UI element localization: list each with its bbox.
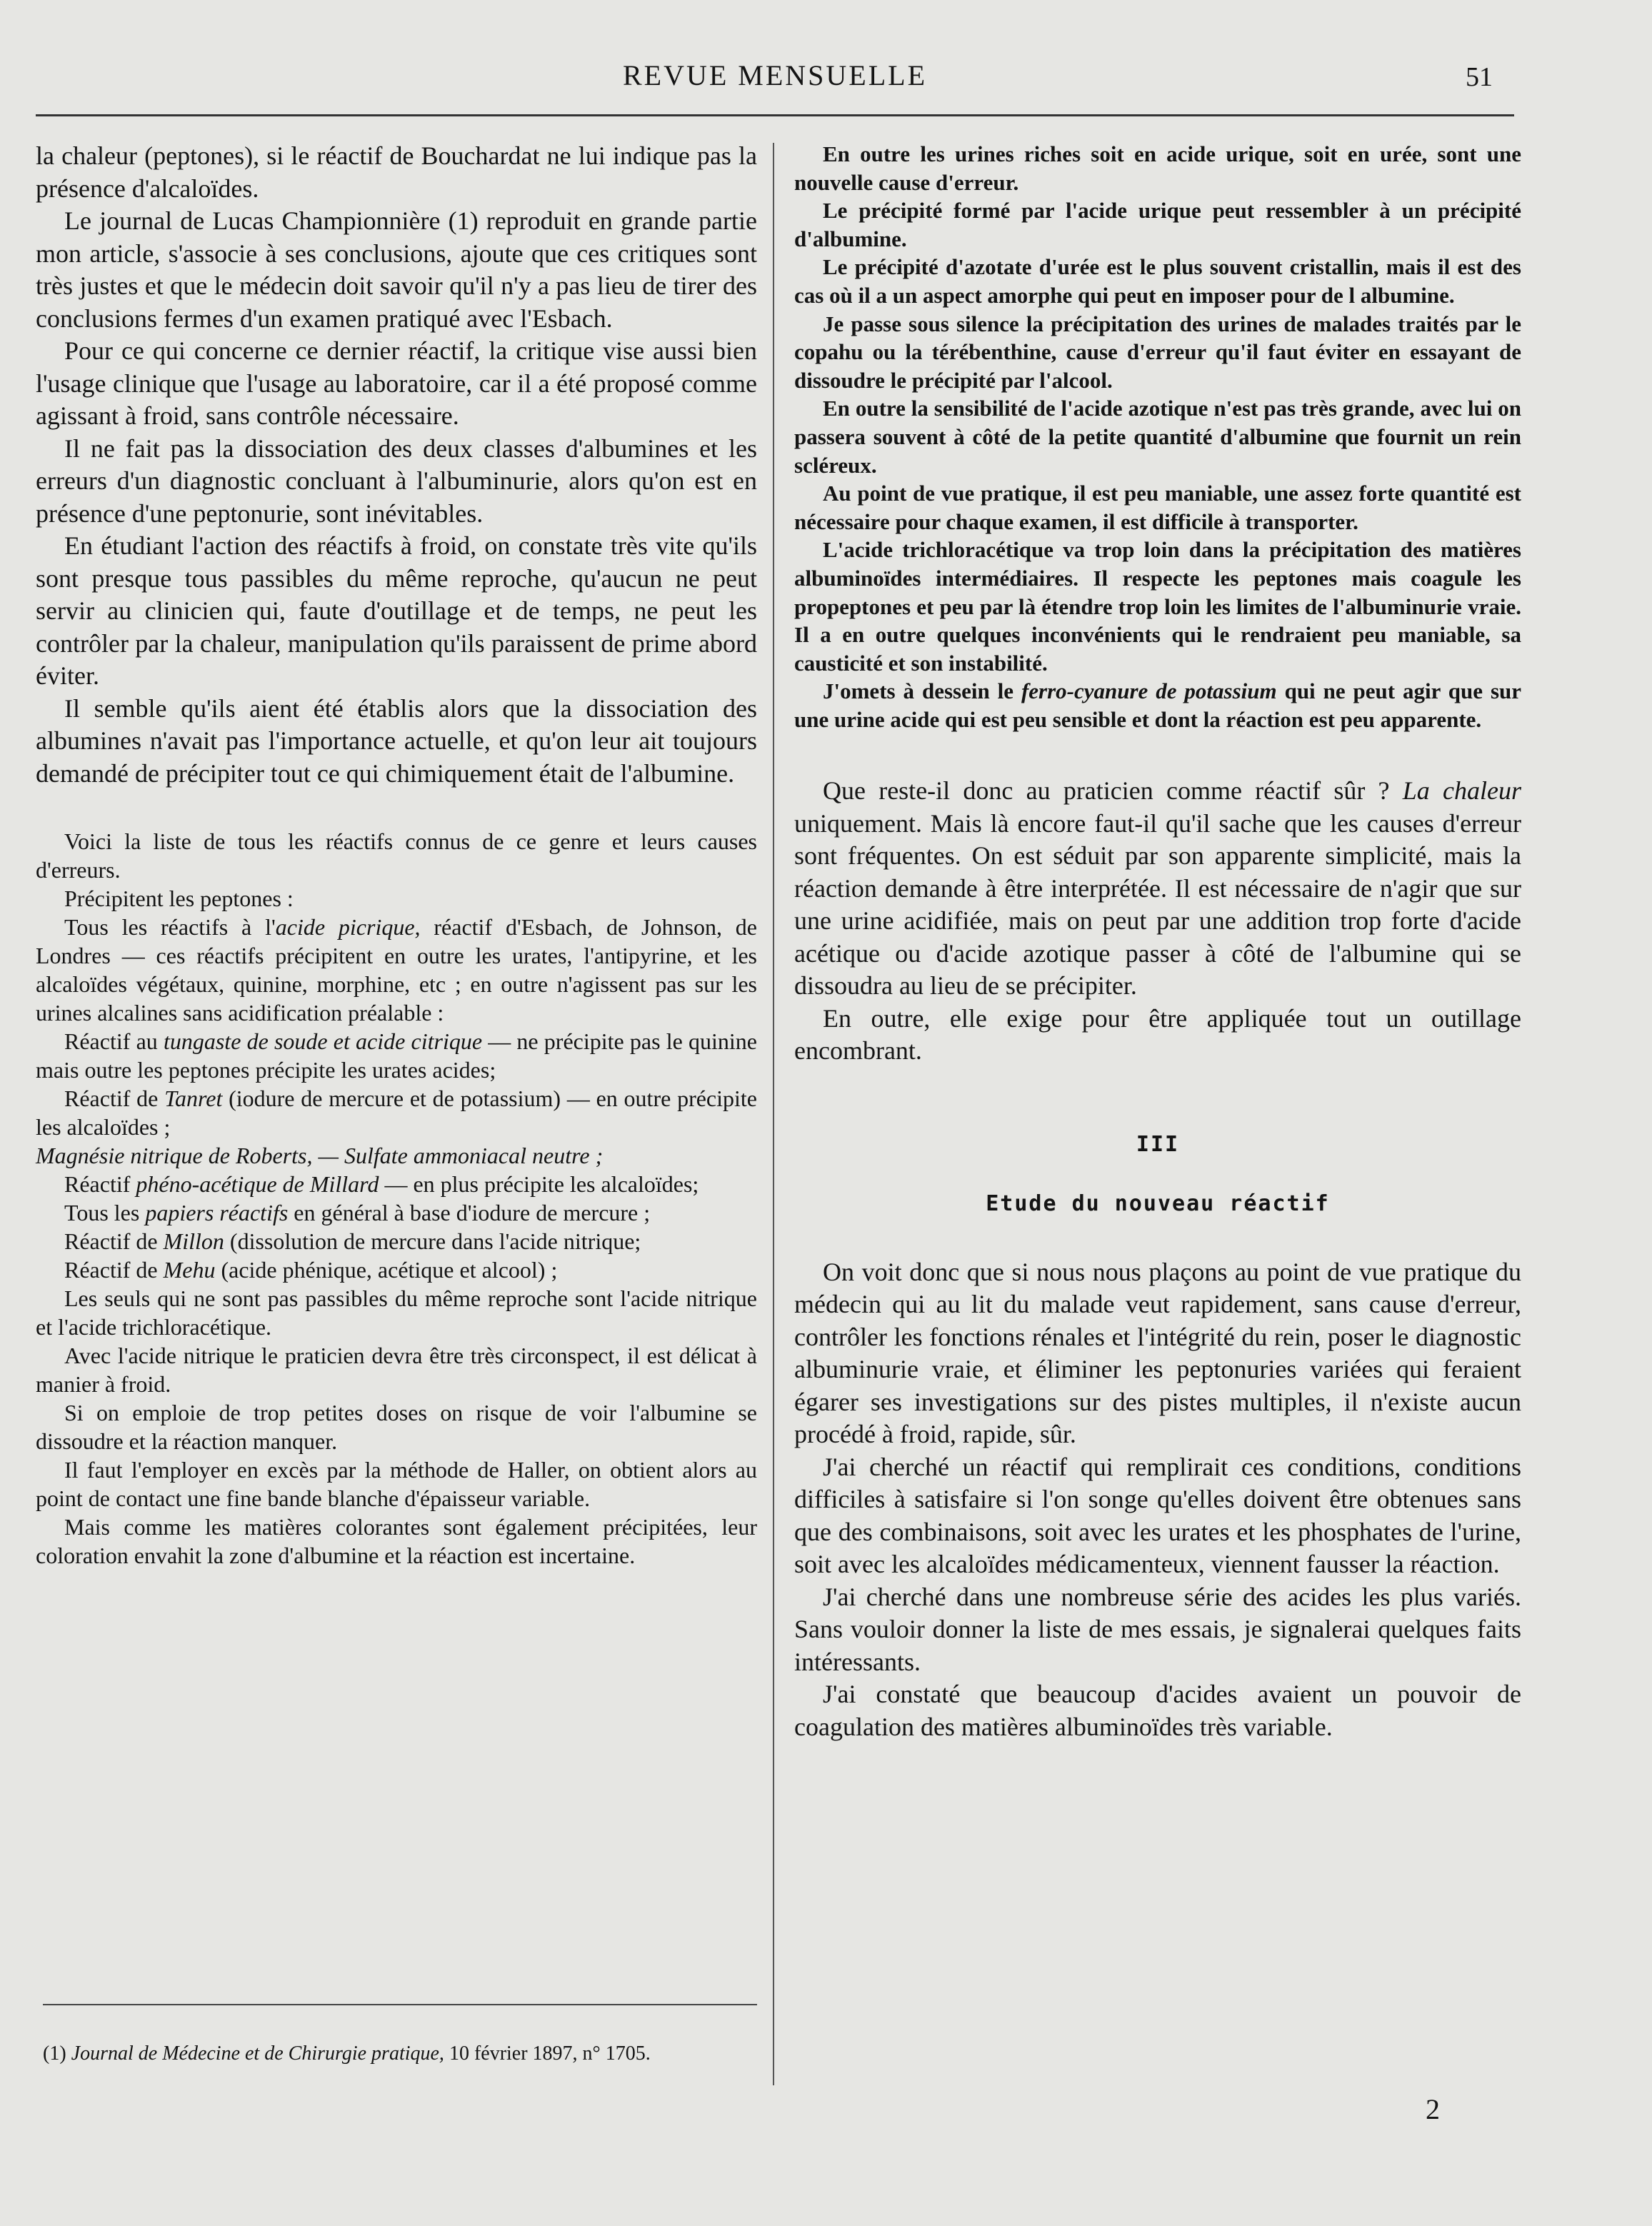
paragraph: Avec l'acide nitrique le praticien devra être très circonspect, il est délicat à manier à froid.	[36, 1343, 757, 1397]
item-text: uniquement. Mais là encore faut-il qu'il sache que les causes d'erreur sont fréquentes. On est séduit par son apparente simplicité, mais la réaction demande à être interprétée. Il est nécessaire de n'agir que sur une urine acidifiée, mais on peut par une addition trop forte d'acide acétique ou d'acide azotique passer à côté de l'albumine qui se dissoudra au lieu de se précipiter.	[794, 808, 1521, 1001]
left-body-text	[36, 140, 757, 790]
item-emphasis: ferro-cyanure de potassium	[1021, 678, 1277, 704]
item-text: Réactif	[64, 1171, 136, 1197]
bold-section	[794, 140, 1521, 733]
item-text: Tous les	[64, 1200, 146, 1225]
paragraph: Il ne fait pas la dissociation des deux classes d'albumines et les erreurs d'un diagnostic concluant à l'albuminurie, alors qu'on est en présence d'une peptonurie, sont inévitables.	[36, 433, 757, 528]
footnote	[43, 2041, 757, 2067]
item-emphasis: tungaste de soude et acide citrique	[163, 1028, 483, 1054]
item-text: Réactif de	[64, 1086, 165, 1111]
paragraph: En étudiant l'action des réactifs à froid, on constate très vite qu'ils sont presque tous passibles du même reproche, qu'aucun ne peut servir au clinicien qui, faute d'outillage et de temps, ne peut les contrôler par la chaleur, manipulation qu'ils paraissent de prime abord éviter.	[36, 531, 757, 690]
paragraph: Mais comme les matières colorantes sont également précipitées, leur coloration envahit la zone d'albumine et la réaction est incertaine.	[36, 1514, 757, 1568]
paragraph: J'ai constaté que beaucoup d'acides avaient un pouvoir de coagulation des matières albuminoïdes très variable.	[794, 1680, 1521, 1741]
paragraph: Il semble qu'ils aient été établis alors que la dissociation des albumines n'avait pas l'importance actuelle, et qu'on leur ait toujours demandé de précipiter tout ce qui chimiquement était de l'albumine.	[36, 693, 757, 788]
paragraph: En outre les urines riches soit en acide urique, soit en urée, sont une nouvelle cause d'erreur.	[794, 141, 1521, 195]
paragraph	[794, 677, 1521, 733]
paragraph: la chaleur (peptones), si le réactif de Bouchardat ne lui indique pas la présence d'alcaloïdes.	[36, 141, 757, 203]
list-intro: Voici la liste de tous les réactifs connus de ce genre et leurs causes d'erreurs.	[36, 828, 757, 883]
item-text: qui ne peut agir que sur une urine acide qui est peu sensible et dont la réaction est peu apparente.	[794, 678, 1522, 732]
item-emphasis: Millon	[163, 1228, 224, 1254]
paragraph: Si on emploie de trop petites doses on risque de voir l'albumine se dissoudre et la réaction manquer.	[36, 1400, 757, 1454]
item-text: réactif d'Esbach, de Johnson, de Londres — ces réactifs précipitent en outre les urates, l'antipyrine, et les alcaloïdes végétaux, quinine, morphine, etc ; en outre n'agissent pas sur les urines alcalines sans acidification préalable :	[36, 914, 758, 1026]
item-text: J'omets à dessein le	[823, 678, 1021, 704]
list-item	[36, 913, 757, 1027]
item-emphasis: papiers réactifs	[145, 1200, 289, 1225]
item-emphasis: Magnésie nitrique de Roberts, — Sulfate ammoniacal neutre ;	[36, 1143, 604, 1168]
footnote-text: 10 février 1897, n° 1705.	[444, 2042, 651, 2065]
footnote-rule	[43, 2004, 757, 2005]
running-head	[36, 59, 1514, 101]
item-emphasis: Tanret	[164, 1086, 223, 1111]
paragraph: Le journal de Lucas Championnière (1) reproduit en grande partie mon article, s'associe à ses conclusions, ajoute que ces critiques sont très justes et que le médecin doit savoir qu'il n'y a pas lieu de tirer des conclusions fermes d'un examen pratiqué avec l'Esbach.	[36, 206, 757, 333]
paragraph: Le précipité d'azotate d'urée est le plus souvent cristallin, mais il est des cas où il a un aspect amorphe qui peut en imposer pour de l albumine.	[794, 254, 1521, 308]
list-item	[36, 1227, 757, 1255]
list-item	[36, 1255, 757, 1284]
paragraph: On voit donc que si nous nous plaçons au point de vue pratique du médecin qui au lit du malade veut rapidement, sans cause d'erreur, contrôler les fonctions rénales et l'intégrité du rein, poser le diagnostic albuminurie vraie, et éliminer les peptonuries variées qui feraient égarer ses investigations sur des pistes multiples, il n'existe aucun procédé à froid, rapide, sûr.	[794, 1257, 1521, 1449]
paragraph: Le précipité formé par l'acide urique peut ressembler à un précipité d'albumine.	[794, 198, 1521, 251]
section-title: Etude du nouveau réactif	[986, 1190, 1330, 1216]
item-text: — en plus précipite les alcaloïdes;	[379, 1171, 699, 1197]
paragraph: Il faut l'employer en excès par la méthode de Haller, on obtient alors au point de contact une fine bande blanche d'épaisseur variable.	[36, 1457, 757, 1511]
item-text: Réactif de	[64, 1257, 164, 1283]
paragraph	[794, 775, 1521, 1003]
item-emphasis: acide picrique,	[275, 914, 421, 940]
left-column	[36, 140, 757, 1570]
footnote-marker: (1)	[43, 2042, 66, 2065]
paragraph: En outre, elle exige pour être appliquée tout un outillage encombrant.	[794, 1003, 1521, 1066]
list-item	[36, 1141, 757, 1170]
page-number: 51	[1466, 62, 1493, 92]
item-text: Réactif au	[64, 1028, 164, 1054]
list-item	[36, 1027, 757, 1084]
paragraph: Je passe sous silence la précipitation des urines de malades traités par le copahu ou la térébenthine, cause d'erreur qu'il faut éviter en essayant de dissoudre le précipité par l'alcool.	[794, 311, 1521, 393]
paragraph: En outre la sensibilité de l'acide azotique n'est pas très grande, avec lui on passera souvent à côté de la petite quantité d'albumine que fournit un rein scléreux.	[794, 396, 1521, 478]
item-text: Que reste-il donc au praticien comme réactif sûr ?	[823, 776, 1403, 806]
item-text: — ne précipite pas le quinine mais outre les peptones précipite les urates acides;	[36, 1028, 758, 1083]
section-body-text	[794, 1256, 1521, 1744]
paragraph: Au point de vue pratique, il est peu maniable, une assez forte quantité est nécessaire pour chaque examen, il est difficile à transporter.	[794, 481, 1521, 534]
item-text: en général à base d'iodure de mercure ;	[288, 1200, 651, 1225]
paragraph: J'ai cherché dans une nombreuse série des acides les plus variés. Sans vouloir donner la liste de mes essais, je signalerai quelques faits intéressants.	[794, 1582, 1521, 1676]
paragraph: L'acide trichloracétique va trop loin dans la précipitation des matières albuminoïdes intermédiaires. Il respecte les peptones mais coagule les propeptones et peu par là étendre trop loin les limites de l'albuminurie vraie. Il a en outre quelques inconvénients qui le rendraient peu maniable, sa causticité et son instabilité.	[794, 537, 1521, 676]
header-rule	[36, 114, 1514, 116]
signature-mark: 2	[1426, 2093, 1440, 2125]
list-item	[36, 1084, 757, 1141]
peptones-heading: Précipitent les peptones :	[64, 886, 294, 911]
item-text: (acide phénique, acétique et alcool) ;	[215, 1257, 558, 1283]
item-text: (iodure de mercure et de potassium) — en outre précipite les alcaloïdes ;	[36, 1086, 758, 1140]
item-emphasis: La chaleur	[1402, 776, 1521, 806]
item-emphasis: Mehu	[163, 1257, 216, 1283]
item-text: Tous les réactifs à l'	[64, 914, 276, 940]
list-item	[36, 1170, 757, 1198]
paragraph: Les seuls qui ne sont pas passibles du même reproche sont l'acide nitrique et l'acide trichloracétique.	[36, 1285, 757, 1340]
list-item	[36, 1198, 757, 1227]
item-text: (dissolution de mercure dans l'acide nitrique;	[224, 1228, 641, 1254]
footnote-journal: Journal de Médecine et de Chirurgie pratique,	[71, 2042, 444, 2065]
item-text: Réactif de	[64, 1228, 164, 1254]
right-column	[794, 140, 1521, 1743]
paragraph: Pour ce qui concerne ce dernier réactif, la critique vise aussi bien l'usage clinique que l'usage au laboratoire, car il a été proposé comme agissant à froid, sans contrôle nécessaire.	[36, 336, 757, 430]
paragraph: J'ai cherché un réactif qui remplirait ces conditions, conditions difficiles à satisfaire si l'on songe qu'elles doivent être obtenues sans que des combinaisons, soit avec les urates et les phosphates de l'urine, soit avec les alcaloïdes médicamenteux, viennent fausser la réaction.	[794, 1452, 1521, 1579]
right-body-text	[794, 775, 1521, 1068]
running-title: REVUE MENSUELLE	[622, 59, 928, 91]
section-number: III	[1136, 1131, 1180, 1157]
item-emphasis: phéno-acétique de Millard	[136, 1171, 379, 1197]
column-rule	[773, 143, 774, 2085]
reagent-list	[36, 827, 757, 1570]
